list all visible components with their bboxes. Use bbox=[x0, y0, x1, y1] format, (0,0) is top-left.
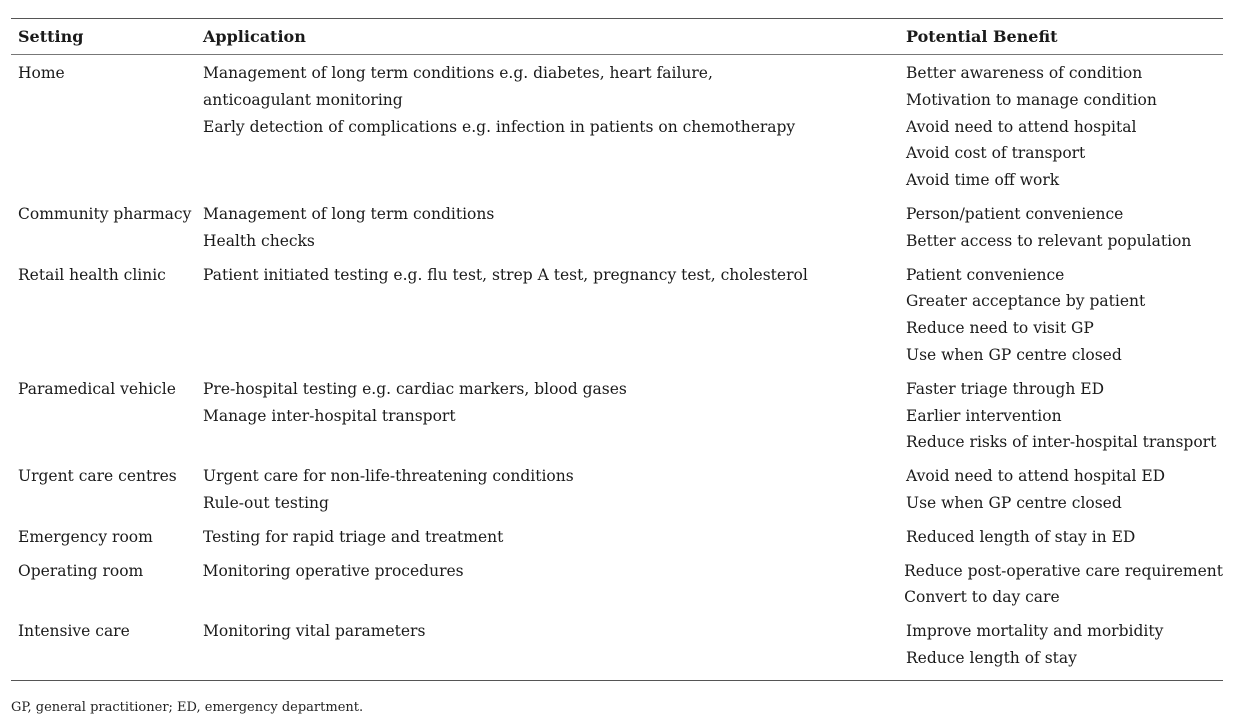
benefit-cell: Avoid time off work bbox=[906, 171, 1060, 190]
benefit-cell: Convert to day care bbox=[904, 588, 1060, 607]
benefit-cell: Greater acceptance by patient bbox=[906, 292, 1146, 311]
benefit-cell: Use when GP centre closed bbox=[906, 345, 1122, 364]
benefit-cell: Patient convenience bbox=[906, 265, 1065, 284]
application-cell: Monitoring vital parameters bbox=[203, 622, 426, 641]
table-row bbox=[11, 463, 1223, 524]
application-cell: Management of long term conditions e.g. diabetes, heart failure, anticoagulant monitoring bbox=[203, 64, 713, 109]
table-row bbox=[11, 618, 1223, 672]
table-row bbox=[11, 376, 1223, 463]
setting-cell: Urgent care centres bbox=[18, 467, 177, 486]
application-cell: Health checks bbox=[203, 231, 315, 250]
setting-cell: Retail health clinic bbox=[18, 265, 166, 284]
benefit-cell: Avoid cost of transport bbox=[906, 144, 1086, 163]
benefit-cell: Better access to relevant population bbox=[906, 231, 1192, 250]
application-cell: Patient initiated testing e.g. flu test, strep A test, pregnancy test, cholesterol bbox=[203, 265, 808, 284]
table-header-row bbox=[11, 19, 1223, 54]
application-cell: Testing for rapid triage and treatment bbox=[203, 527, 504, 546]
benefit-cell: Earlier intervention bbox=[906, 406, 1062, 425]
table-row bbox=[11, 524, 1223, 558]
header-setting: Setting bbox=[18, 27, 84, 46]
benefit-cell: Reduce length of stay bbox=[906, 648, 1077, 667]
setting-cell: Community pharmacy bbox=[18, 204, 192, 223]
table-footnote: GP, general practitioner; ED, emergency department. bbox=[11, 700, 364, 715]
benefit-cell: Faster triage through ED bbox=[906, 379, 1105, 398]
application-cell: Urgent care for non-life-threatening conditions bbox=[203, 467, 574, 486]
setting-cell: Paramedical vehicle bbox=[18, 379, 176, 398]
setting-cell: Intensive care bbox=[18, 622, 130, 641]
table-row bbox=[11, 262, 1223, 376]
benefit-cell: Avoid need to attend hospital bbox=[906, 117, 1137, 136]
poc-settings-table bbox=[11, 18, 1223, 681]
bottom-rule bbox=[11, 680, 1223, 681]
benefit-cell: Improve mortality and morbidity bbox=[906, 622, 1164, 641]
table-row bbox=[11, 201, 1223, 262]
table-row bbox=[11, 558, 1223, 619]
benefit-cell: Reduce risks of inter-hospital transport bbox=[906, 433, 1217, 452]
application-cell: Rule-out testing bbox=[203, 493, 329, 512]
header-benefit: Potential Benefit bbox=[906, 27, 1058, 46]
header-application: Application bbox=[203, 27, 306, 46]
setting-cell: Emergency room bbox=[18, 527, 153, 546]
benefit-cell: Reduced length of stay in ED bbox=[906, 527, 1136, 546]
benefit-cell: Reduce post-operative care requirement bbox=[904, 561, 1223, 580]
setting-cell: Home bbox=[18, 64, 65, 82]
benefit-cell: Use when GP centre closed bbox=[906, 493, 1122, 512]
setting-cell: Operating room bbox=[18, 561, 144, 580]
benefit-cell: Person/patient convenience bbox=[906, 204, 1124, 223]
application-cell: Pre-hospital testing e.g. cardiac markers, blood gases bbox=[203, 379, 627, 398]
table-body bbox=[11, 55, 1223, 680]
application-cell: Management of long term conditions bbox=[203, 204, 495, 223]
application-cell: Early detection of complications e.g. infection in patients on chemotherapy bbox=[203, 117, 796, 136]
application-cell: Manage inter-hospital transport bbox=[203, 406, 456, 425]
benefit-cell: Avoid need to attend hospital ED bbox=[906, 467, 1166, 486]
benefit-cell: Motivation to manage condition bbox=[906, 90, 1157, 109]
benefit-cell: Reduce need to visit GP bbox=[906, 319, 1094, 338]
benefit-cell: Better awareness of condition bbox=[906, 64, 1143, 82]
table-row bbox=[11, 60, 1223, 201]
application-cell: Monitoring operative procedures bbox=[202, 561, 464, 580]
